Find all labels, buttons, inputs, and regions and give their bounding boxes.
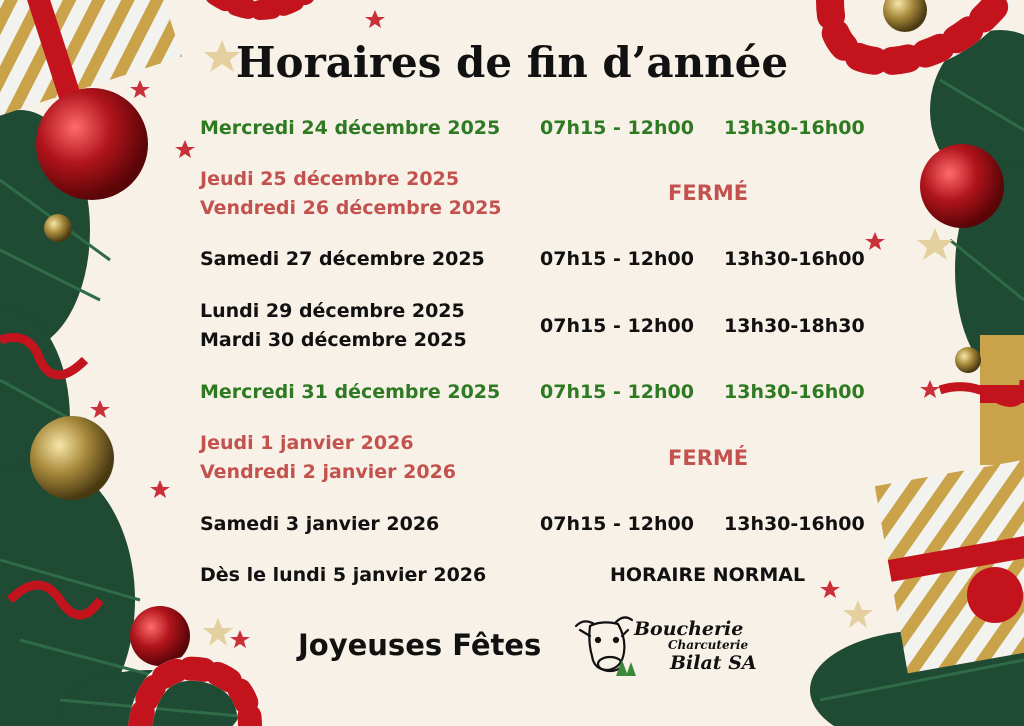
regular-hours-note: HORAIRE NORMAL <box>610 564 806 586</box>
afternoon-hours: 13h30-16h00 <box>724 248 865 270</box>
schedule-date: Samedi 3 janvier 2026 <box>200 513 440 535</box>
schedule-dates <box>200 114 500 143</box>
schedule-date: Vendredi 2 janvier 2026 <box>200 461 457 483</box>
schedule-date: Jeudi 1 janvier 2026 <box>200 432 414 454</box>
morning-hours: 07h15 - 12h00 <box>540 117 694 139</box>
afternoon-hours: 13h30-16h00 <box>724 513 865 535</box>
red-bauble-small <box>130 606 190 666</box>
morning-hours: 07h15 - 12h00 <box>540 315 694 337</box>
logo-line-2: Charcuterie <box>668 638 749 652</box>
greeting: Joyeuses Fêtes <box>298 628 542 662</box>
gold-bauble <box>30 416 114 500</box>
schedule-dates <box>200 429 456 487</box>
morning-hours: 07h15 - 12h00 <box>540 381 694 403</box>
afternoon-hours: 13h30-18h30 <box>724 315 865 337</box>
afternoon-hours: 13h30-16h00 <box>724 117 865 139</box>
cow-head-icon <box>572 612 638 676</box>
schedule-dates <box>200 165 502 223</box>
closed-label: FERMÉ <box>668 446 749 470</box>
schedule-date: Vendredi 26 décembre 2025 <box>200 197 502 219</box>
closed-label: FERMÉ <box>668 181 749 205</box>
schedule-date: Mercredi 24 décembre 2025 <box>200 117 501 139</box>
red-bauble-right <box>920 144 1004 228</box>
schedule-date: Jeudi 25 décembre 2025 <box>200 168 460 190</box>
schedule-dates <box>200 245 485 274</box>
schedule-date: Mardi 30 décembre 2025 <box>200 329 467 351</box>
red-ribbons <box>0 338 1024 616</box>
red-bauble <box>36 88 148 200</box>
page-title: Horaires de fin d’année <box>235 38 789 87</box>
schedule-date: Lundi 29 décembre 2025 <box>200 300 465 322</box>
schedule-date: Samedi 27 décembre 2025 <box>200 248 485 270</box>
schedule-date: Dès le lundi 5 janvier 2026 <box>200 564 487 586</box>
morning-hours: 07h15 - 12h00 <box>540 248 694 270</box>
logo-line-3: Bilat SA <box>670 652 757 674</box>
morning-hours: 07h15 - 12h00 <box>540 513 694 535</box>
shop-logo <box>572 610 787 680</box>
schedule-dates <box>200 510 439 539</box>
logo-line-1: Boucherie <box>634 618 744 640</box>
afternoon-hours: 13h30-16h00 <box>724 381 865 403</box>
schedule-dates <box>200 297 467 355</box>
schedule-date: Mercredi 31 décembre 2025 <box>200 381 501 403</box>
schedule-dates <box>200 561 486 590</box>
schedule-dates <box>200 378 500 407</box>
